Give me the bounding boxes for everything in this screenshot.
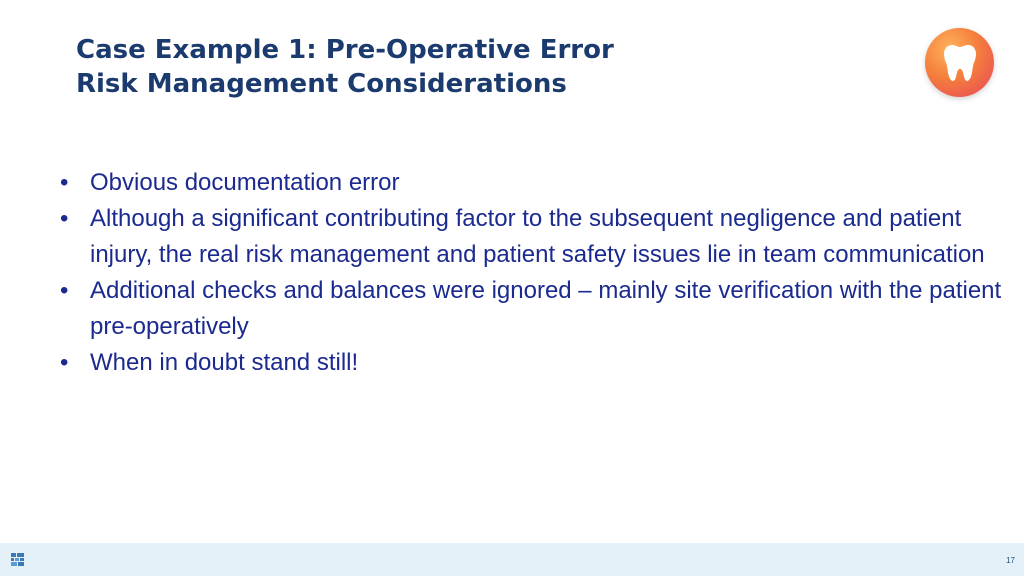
footer-bar <box>0 543 1024 576</box>
tooth-icon-glyph <box>943 43 977 83</box>
slide-title <box>76 33 836 101</box>
bullet-item: • When in doubt stand still! <box>60 345 1010 381</box>
page-number: 17 <box>1006 556 1015 565</box>
bullet-item: • Obvious documentation error <box>60 165 1010 201</box>
bullet-list <box>60 165 1010 381</box>
slide-title-line-1: Case Example 1: Pre-Operative Error <box>76 35 614 65</box>
bullet-item: • Additional checks and balances were ignored – mainly site verification with the patient pre-operatively <box>60 273 1010 345</box>
tooth-icon <box>925 28 994 97</box>
slide-title-line-2: Risk Management Considerations <box>76 69 567 99</box>
bullet-item: • Although a significant contributing factor to the subsequent negligence and patient injury, the real risk management and patient safety issues lie in team communication <box>60 201 1010 273</box>
grid-logo-icon <box>11 553 24 566</box>
